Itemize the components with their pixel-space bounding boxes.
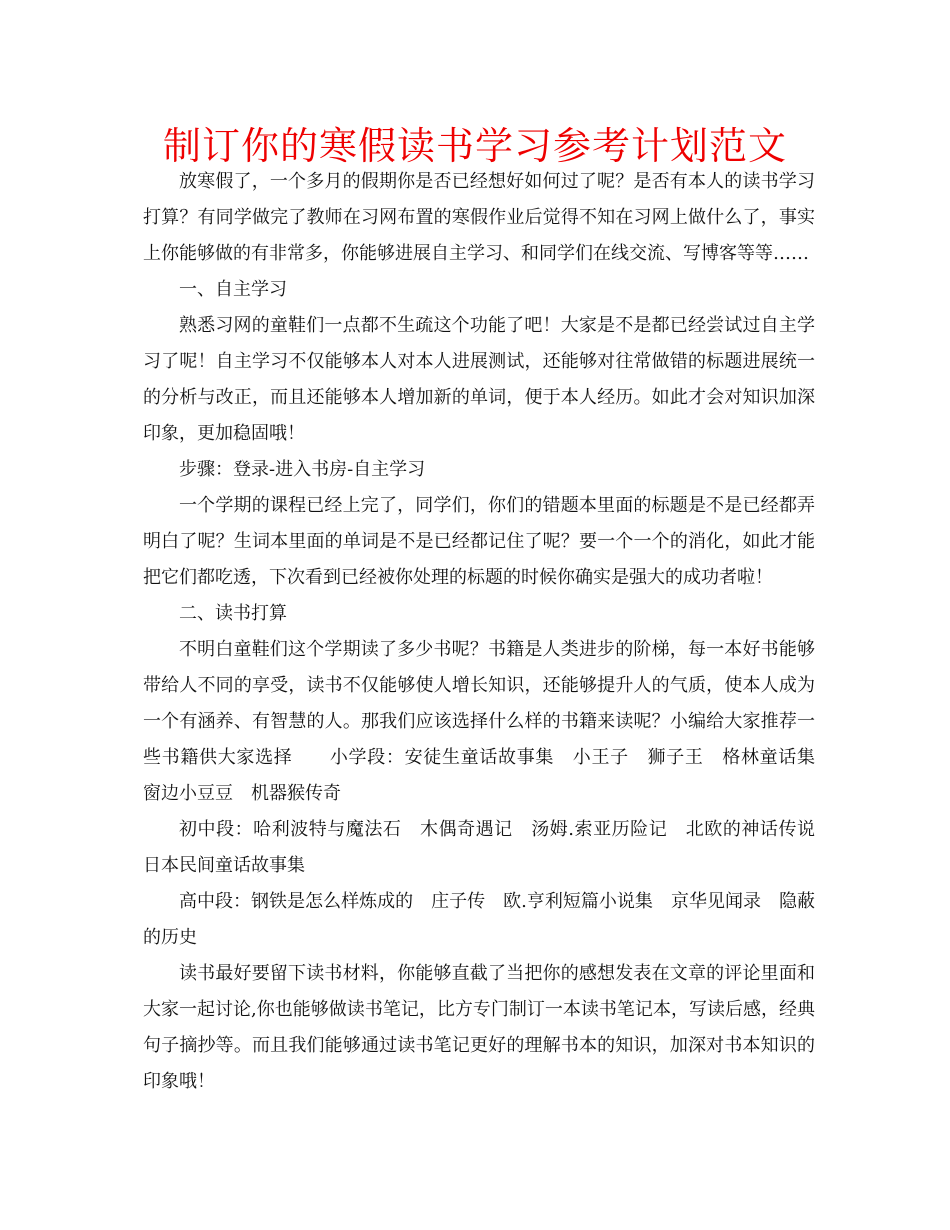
section-heading-reading-plan: 二、读书打算 bbox=[179, 603, 287, 624]
paragraph-steps: 步骤：登录-进入书房-自主学习 bbox=[179, 459, 426, 480]
paragraph-intro: 放寒假了，一个多月的假期你是否已经想好如何过了呢？是否有本人的读书学习打算？有同学做完了教师在习网布置的寒假作业后觉得不知在习网上做什么了，事实上你能够做的有非常多，你能够进展自主学习、和同学们在线交流、写博客等等…… bbox=[143, 171, 815, 264]
paragraph-review: 一个学期的课程已经上完了，同学们，你们的错题本里面的标题是不是已经都弄明白了呢？生词本里面的单词是不是已经都记住了呢？要一个一个的消化，如此才能把它们都吃透，下次看到已经被你处理的标题的时候你确实是强大的成功者啦！ bbox=[143, 495, 815, 588]
paragraph-reading-notes: 读书最好要留下读书材料，你能够直截了当把你的感想发表在文章的评论里面和大家一起讨论,你也能够做读书笔记，比方专门制订一本读书笔记本，写读后感，经典句子摘抄等。而且我们能够通过读书笔记更好的理解书本的知识，加深对书本知识的印象哦！ bbox=[143, 963, 815, 1092]
section-heading-self-study: 一、自主学习 bbox=[179, 279, 287, 300]
document-body bbox=[143, 164, 833, 1100]
paragraph-senior-high-books: 高中段：钢铁是怎么样炼成的 庄子传 欧.亨利短篇小说集 京华见闻录 隐蔽的历史 bbox=[143, 891, 815, 948]
paragraph-self-study: 熟悉习网的童鞋们一点都不生疏这个功能了吧！大家是不是都已经尝试过自主学习了呢！自主学习不仅能够本人对本人进展测试，还能够对往常做错的标题进展统一的分析与改正，而且还能够本人增加新的单词，便于本人经历。如此才会对知识加深印象，更加稳固哦！ bbox=[143, 315, 815, 444]
paragraph-junior-high-books: 初中段：哈利波特与魔法石 木偶奇遇记 汤姆.索亚历险记 北欧的神话传说 日本民间童话故事集 bbox=[143, 819, 833, 876]
paragraph-reading-plan: 不明白童鞋们这个学期读了多少书呢？书籍是人类进步的阶梯，每一本好书能够带给人不同的享受，读书不仅能够使人增长知识，还能够提升人的气质，使本人成为一个有涵养、有智慧的人。那我们应该选择什么样的书籍来读呢？小编给大家推荐一些书籍供大家选择 小学段：安徒生童话故事集 小王子 狮子王 格林童话集 窗边小豆豆 机器猴传奇 bbox=[143, 639, 833, 804]
document-title: 制订你的寒假读书学习参考计划范文 bbox=[162, 124, 787, 168]
